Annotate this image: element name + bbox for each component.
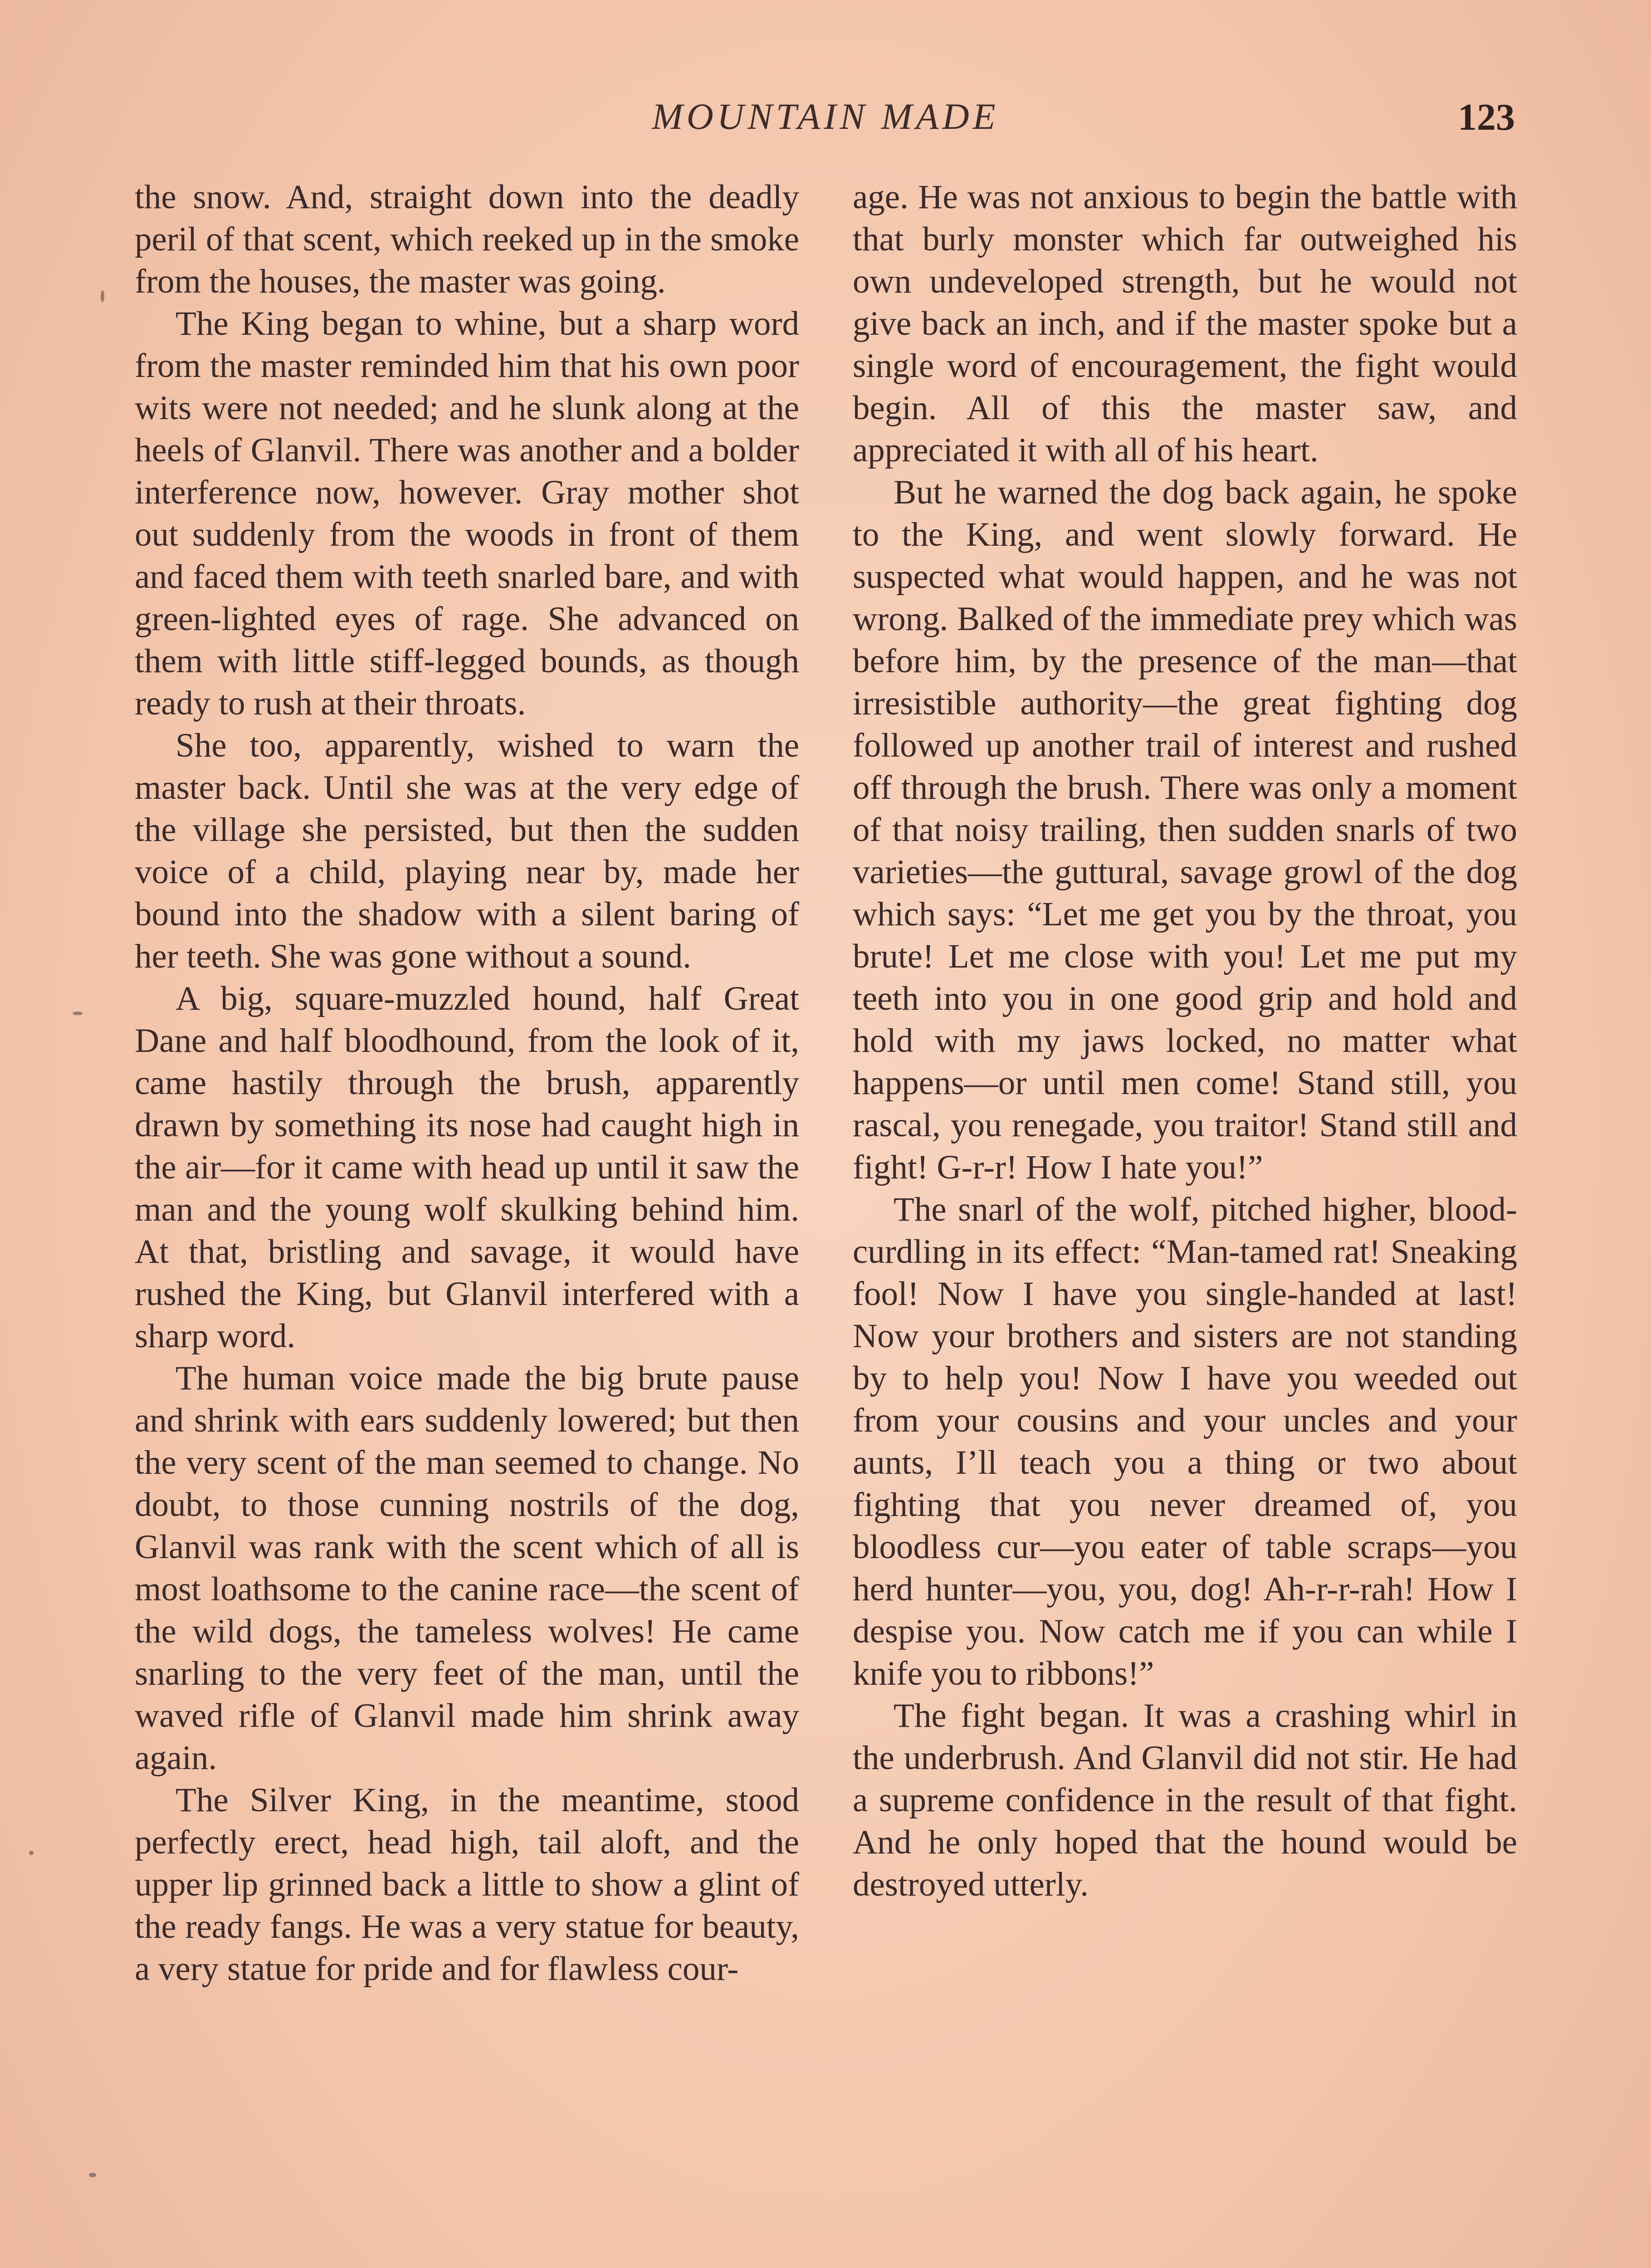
page-header xyxy=(136,95,1515,145)
right-column xyxy=(853,176,1517,1906)
page-number: 123 xyxy=(1458,96,1515,138)
paragraph: age. He was not anxious to begin the battle with that burly monster which far outweighed his own undeveloped strength, but he would not give back an inch, and if the master spoke but a single word of encouragement, the fight would begin. All of this the master saw, and appreciated it with all of his heart. xyxy=(853,178,1517,469)
paragraph: A big, square-muzzled hound, half Great Dane and half bloodhound, from the look of it, came hastily through the brush, apparently drawn by something its nose had caught high in the air—for it came with head up until it saw the man and the young wolf skulking behind him. At that, bristling and savage, it would have rushed the King, but Glanvil interfered with a sharp word. xyxy=(135,980,799,1355)
left-column xyxy=(135,176,799,1990)
paragraph: The Silver King, in the meantime, stood perfectly erect, head high, tail aloft, and the upper lip grinned back a little to show a glint of the ready fangs. He was a very statue for beauty, a very statue for pride and for flawless cour- xyxy=(135,1781,799,1988)
running-title: MOUNTAIN MADE xyxy=(652,96,999,137)
paragraph: The snarl of the wolf, pitched higher, blood-curdling in its effect: “Man-tamed rat! Sneaking fool! Now I have you single-handed at last! Now your brothers and sisters are not standing by to help you! Now I have you weeded out from your cousins and your uncles and your aunts, I’ll teach you a thing or two about fighting that you never dreamed of, you bloodless cur—you eater of table scraps—you herd hunter—you, you, dog! Ah-r-r-rah! How I despise you. Now catch me if you can while I knife you to ribbons!” xyxy=(853,1191,1517,1692)
paragraph: The King began to whine, but a sharp word from the master reminded him that his own poor wits were not needed; and he slunk along at the heels of Glanvil. There was another and a bolder interference now, however. Gray mother shot out suddenly from the woods in front of them and faced them with teeth snarled bare, and with green-lighted eyes of rage. She advanced on them with little stiff-legged bounds, as though ready to rush at their throats. xyxy=(135,305,799,722)
paragraph: But he warned the dog back again, he spoke to the King, and went slowly forward. He suspected what would happen, and he was not wrong. Balked of the immediate prey which was before him, by the presence of the man—that irresistible authority—the great fighting dog followed up another trail of interest and rushed off through the brush. There was only a moment of that noisy trailing, then sudden snarls of two varieties—the guttural, savage growl of the dog which says: “Let me get you by the throat, you brute! Let me close with you! Let me put my teeth into you in one good grip and hold and hold with my jaws locked, no matter what happens—or until men come! Stand still, you rascal, you renegade, you traitor! Stand still and fight! G-r-r! How I hate you!” xyxy=(853,474,1517,1186)
paragraph: She too, apparently, wished to warn the master back. Until she was at the very edge of the village she persisted, but then the sudden voice of a child, playing near by, made her bound into the shadow with a silent baring of her teeth. She was gone without a sound. xyxy=(135,727,799,975)
paragraph: the snow. And, straight down into the deadly peril of that scent, which reeked up in the smoke from the houses, the master was going. xyxy=(135,178,799,300)
paper-speck xyxy=(101,290,104,302)
paragraph: The human voice made the big brute pause and shrink with ears suddenly lowered; but then the very scent of the man seemed to change. No doubt, to those cunning nostrils of the dog, Glanvil was rank with the scent which of all is most loathsome to the canine race—the scent of the wild dogs, the tameless wolves! He came snarling to the very feet of the man, until the waved rifle of Glanvil made him shrink away again. xyxy=(135,1359,799,1777)
paragraph: The fight began. It was a crashing whirl in the underbrush. And Glanvil did not stir. He had a supreme confidence in the result of that fight. And he only hoped that the hound would be destroyed utterly. xyxy=(853,1697,1517,1903)
paper-speck xyxy=(29,1851,34,1855)
paper-speck xyxy=(89,2173,96,2177)
paper-speck xyxy=(73,1012,83,1015)
